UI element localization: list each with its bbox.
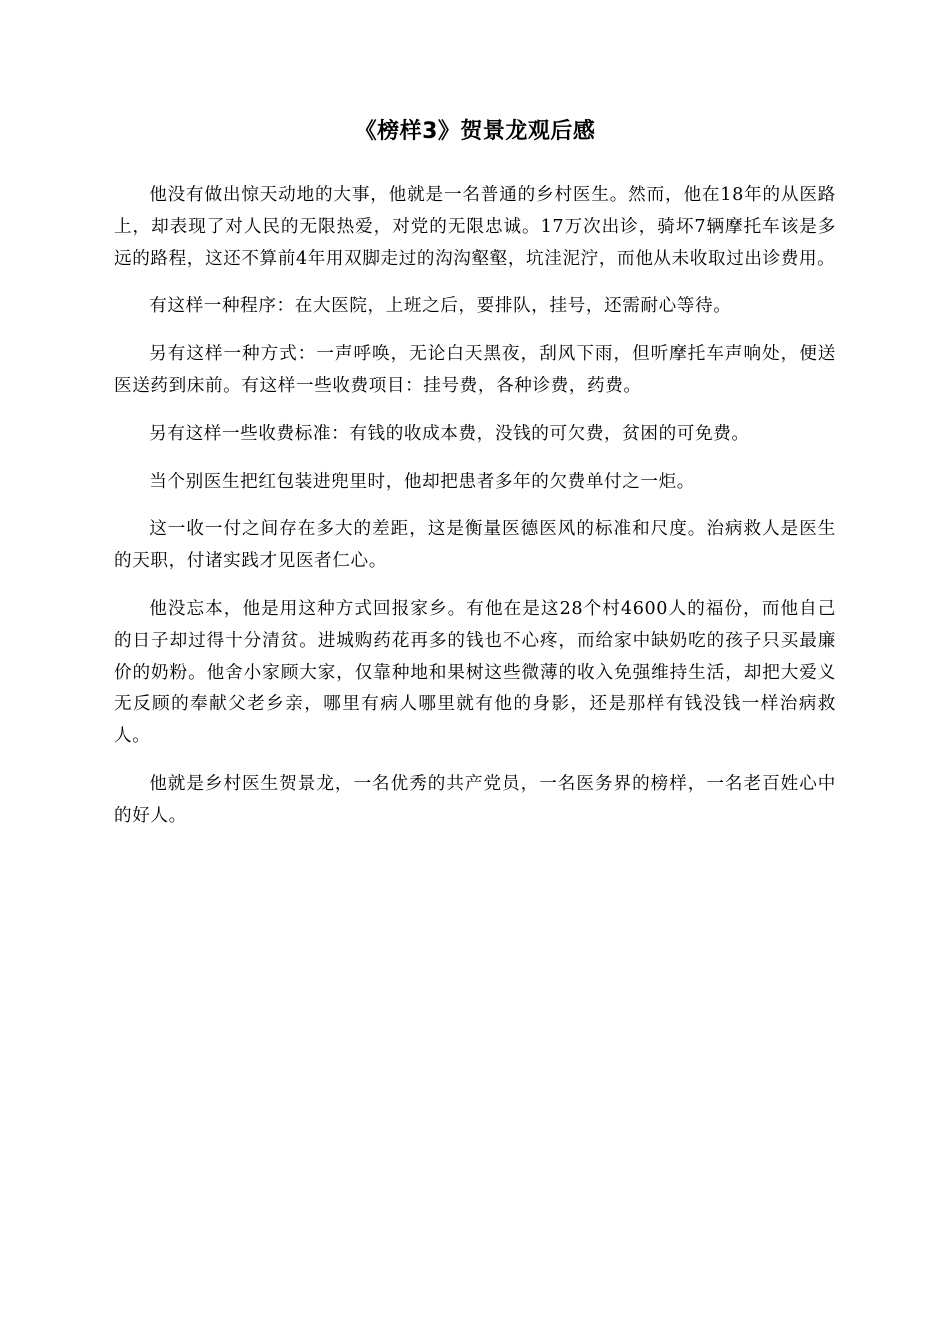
paragraph-4: 另有这样一些收费标准：有钱的收成本费，没钱的可欠费，贫困的可免费。 — [149, 423, 750, 444]
paragraph-1: 他没有做出惊天动地的大事，他就是一名普通的乡村医生。然而，他在18年的从医路上，却表现了对人民的无限热爱，对党的无限忠诚。17万次出诊，骑坏7辆摩托车该是多远的路程，这还不算前4年用双脚走过的沟沟壑壑，坑洼泥泞，而他从未收取过出诊费用。 — [114, 185, 836, 269]
paragraph-3: 另有这样一种方式：一声呼唤，无论白天黑夜，刮风下雨，但听摩托车声响处，便送医送药到床前。有这样一些收费项目：挂号费，各种诊费，药费。 — [114, 344, 836, 396]
paragraph-5: 当个别医生把红包装进兜里时，他却把患者多年的欠费单付之一炬。 — [149, 471, 696, 492]
document-body — [114, 180, 836, 849]
document-title: 《榜样3》贺景龙观后感 — [354, 119, 596, 144]
paragraph-8: 他就是乡村医生贺景龙，一名优秀的共产党员，一名医务界的榜样，一名老百姓心中的好人。 — [114, 773, 836, 826]
paragraph-7: 他没忘本，他是用这种方式回报家乡。有他在是这28个村4600人的福份，而他自己的日子却过得十分清贫。进城购药花再多的钱也不心疼，而给家中缺奶吃的孩子只买最廉价的奶粉。他舍小家顾大家，仅靠种地和果树这些微薄的收入免强维持生活，却把大爱义无反顾的奉献父老乡亲，哪里有病人哪里就有他的身影，还是那样有钱没钱一样治病救人。 — [114, 598, 836, 747]
paragraph-2: 有这样一种程序：在大医院，上班之后，要排队，挂号，还需耐心等待。 — [149, 296, 732, 317]
paragraph-6: 这一收一付之间存在多大的差距，这是衡量医德医风的标准和尺度。治病救人是医生的天职，付诸实践才见医者仁心。 — [114, 519, 836, 572]
